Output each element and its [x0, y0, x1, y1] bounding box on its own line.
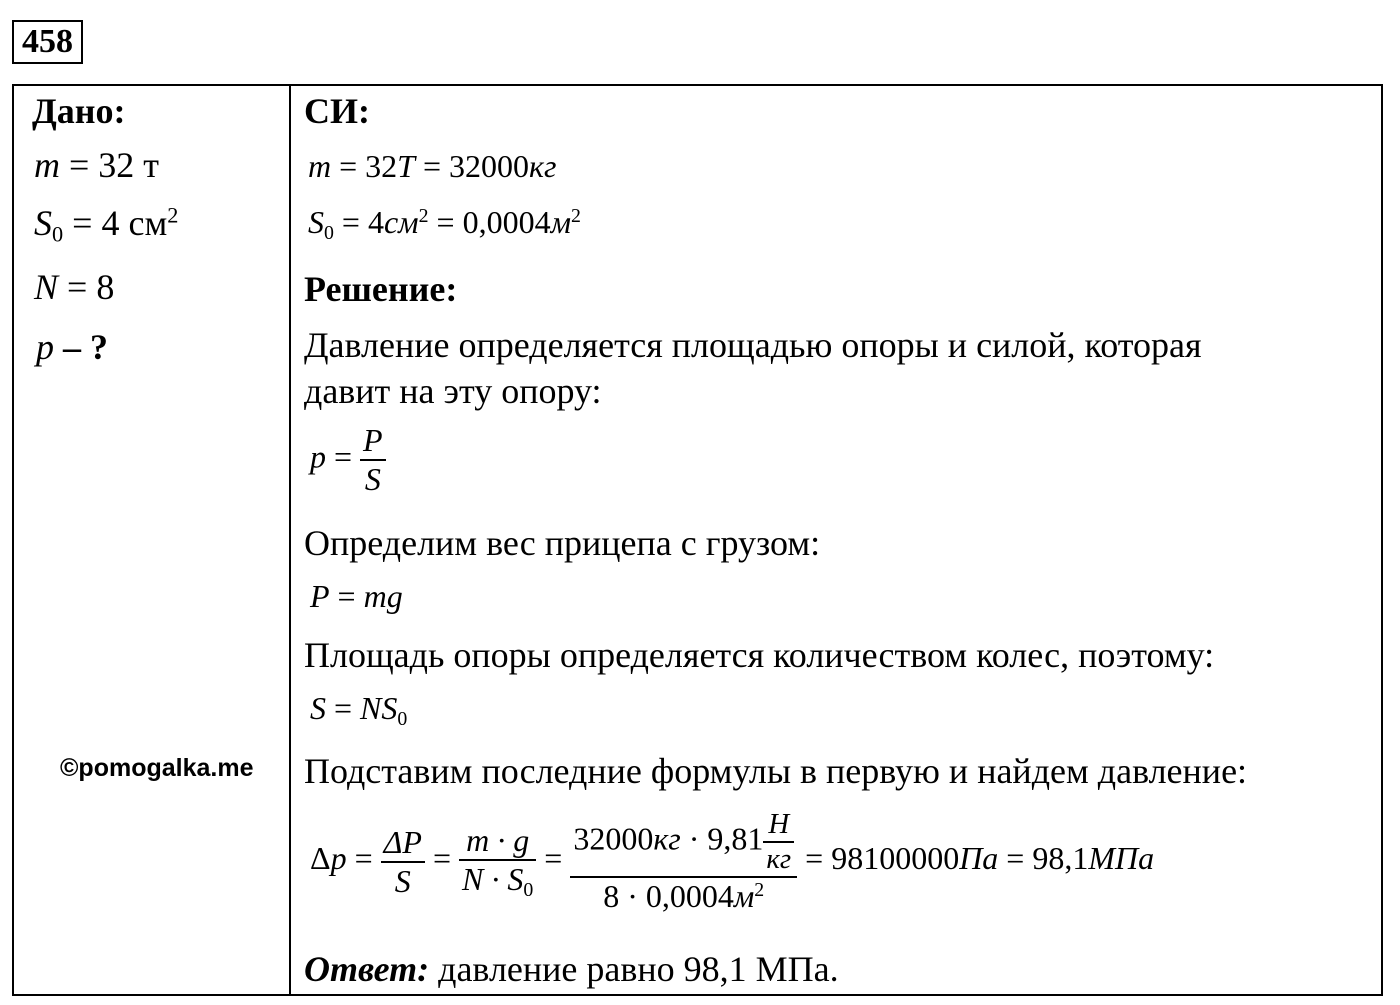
problem-number: 458 — [12, 20, 83, 64]
given-wheels: N = 8 — [34, 267, 115, 307]
formula-weight: P = mg — [310, 578, 403, 614]
formula-final: Δp = $\frac{\Delta P}{S}$ = $\frac{m \cdot g}{N \cdot S_0}$ = 32000кг · 9,81 $\frac{Н}{кг}$ $8 \cdot 0,0004м^2$ = 98100000Па = 98,1МПа — [310, 808, 1155, 914]
si-area: $S_0 = 4см^2 = 0,0004м^2$ — [308, 204, 581, 244]
copyright-watermark: ©pomogalka.me — [60, 754, 254, 782]
solution-text-1: Давление определяется площадью опоры и силой, которая — [304, 325, 1202, 365]
column-divider — [289, 86, 291, 994]
solution-header: Решение: — [304, 269, 458, 309]
si-header: СИ: — [304, 91, 370, 131]
given-unknown: p – ? — [36, 327, 108, 367]
solution-text-2: давит на эту опору: — [304, 371, 602, 411]
given-mass: m = 32 т — [34, 145, 160, 185]
solution-text-4: Площадь опоры определяется количеством колес, поэтому: — [304, 635, 1215, 675]
si-mass: m = 32T = 32000кг — [308, 148, 557, 184]
solution-text-3: Определим вес прицепа с грузом: — [304, 523, 821, 563]
solution-text-5: Подставим последние формулы в первую и найдем давление: — [304, 751, 1248, 791]
solution-table — [12, 84, 1383, 996]
given-header: Дано: — [32, 91, 126, 131]
given-area: $S_0 = 4$ $см^2$ — [34, 202, 179, 247]
formula-pressure: p = $\frac{P}{S}$ — [310, 422, 386, 498]
answer-line: Ответ: давление равно 98,1 МПа. — [304, 949, 839, 989]
formula-area: $S = NS_0$ — [310, 690, 408, 730]
